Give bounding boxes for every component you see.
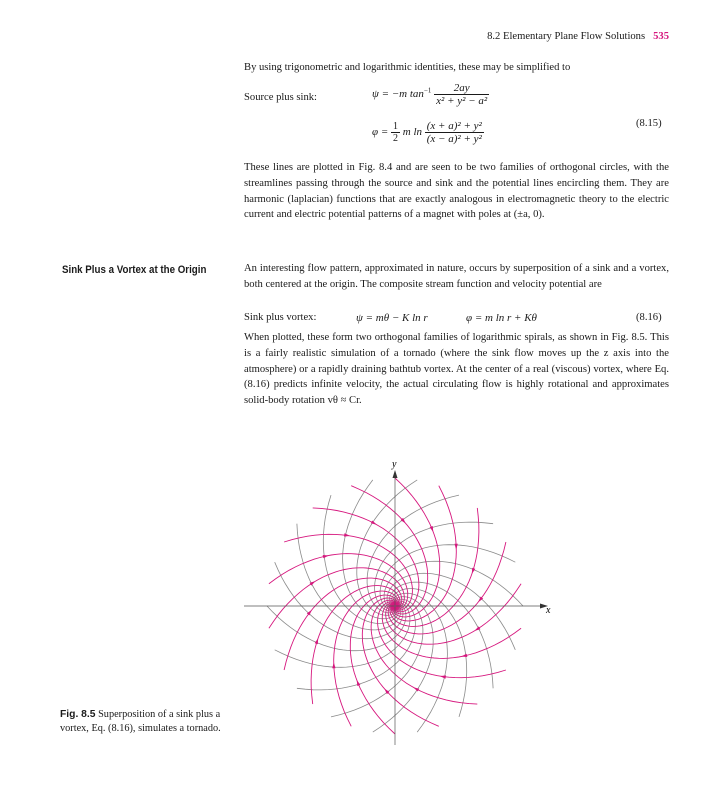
streamline [371, 600, 477, 704]
eq815-number: (8.15) [636, 118, 662, 129]
paragraph-1: These lines are plotted in Fig. 8.4 and are seen to be two families of orthogonal circles, with the streamlines passing through the source and sink and the potential lines encircling them. They are harmonic (laplacian) functions that are exactly analogous in electromagnetic theory to the electric current and electric potential patterns of a magnet with poles at (±a, 0). [244, 162, 669, 221]
side-heading: Sink Plus a Vortex at the Origin [62, 264, 207, 276]
page-number: 535 [653, 31, 669, 42]
streamline-arrow [315, 638, 319, 644]
intro-text: By using trigonometric and logarithmic identities, these may be simplified to [244, 62, 571, 73]
running-header [487, 31, 669, 42]
y-axis-arrow [393, 470, 398, 478]
eq815-phi [372, 120, 484, 145]
streamline-arrow [455, 544, 458, 550]
potential-line [389, 582, 493, 688]
streamline [313, 508, 419, 612]
potential-line [384, 561, 523, 608]
paragraph-3: When plotted, these form two orthogonal families of logarithmic spirals, as shown in Fig. 8.5. This is a fairly realistic simulation of a tornado (where the sink flow moves up the z axis into the atmosphere) or a rapidly draining bathtub vortex. At the center of a real (viscous) vortex, where Eq. (8.16) predicts infinite velocity, the actual circulating flow is highly rotational and approximates solid-body rotation vθ ≈ Cr. [244, 332, 669, 407]
eq815-phi-den: (x − a)² + y² [426, 133, 482, 145]
streamline-arrow [472, 568, 476, 574]
streamline-arrow [323, 555, 329, 558]
eq815-phi-lhs: φ = [372, 126, 389, 139]
paragraph-2: An interesting flow pattern, approximated in nature, occurs by superposition of a sink and a vortex, both centered at the origin. The composite stream function and velocity potential are [244, 263, 669, 290]
eq815-label: Source plus sink: [244, 92, 317, 103]
caption-label: Fig. 8.5 [60, 709, 96, 720]
eq816-phi: φ = m ln r + Kθ [466, 312, 537, 324]
streamline-arrow [357, 680, 361, 686]
section-title: 8.2 Elementary Plane Flow Solutions [487, 31, 646, 42]
figure-caption [60, 708, 235, 736]
eq815-psi-lhs: ψ = −m tan [372, 88, 424, 101]
streamline [392, 478, 439, 617]
streamline-arrow [461, 654, 467, 657]
potential-line [275, 602, 410, 667]
y-axis-label: y [392, 459, 397, 470]
eq815-psi [372, 82, 489, 107]
eq815-phi-coef-den: 2 [393, 133, 399, 144]
streamline [350, 595, 397, 734]
eq815-psi-den: x² + y² − a² [436, 95, 488, 107]
streamline-arrow [332, 662, 335, 668]
eq815-phi-mid: m ln [402, 126, 423, 139]
spiral-vortex-figure [240, 455, 570, 755]
potential-line [297, 524, 401, 630]
streamline-arrow [430, 526, 434, 532]
eq815-psi-exp: −1 [423, 86, 432, 95]
eq816-psi: ψ = mθ − K ln r [356, 312, 428, 324]
eq815-phi-coef-num: 1 [393, 121, 399, 132]
potential-line [267, 603, 406, 650]
eq815-phi-num: (x + a)² + y² [426, 120, 482, 132]
potential-line [380, 545, 515, 610]
eq815-psi-num: 2ay [434, 82, 489, 95]
eq816-label: Sink plus vortex: [244, 312, 317, 323]
caption-text: Superposition of a sink plus a vortex, Eq. (8.16), simulates a tornado. [60, 709, 221, 734]
x-axis-label: x [546, 605, 551, 616]
eq816-number: (8.16) [636, 312, 662, 323]
